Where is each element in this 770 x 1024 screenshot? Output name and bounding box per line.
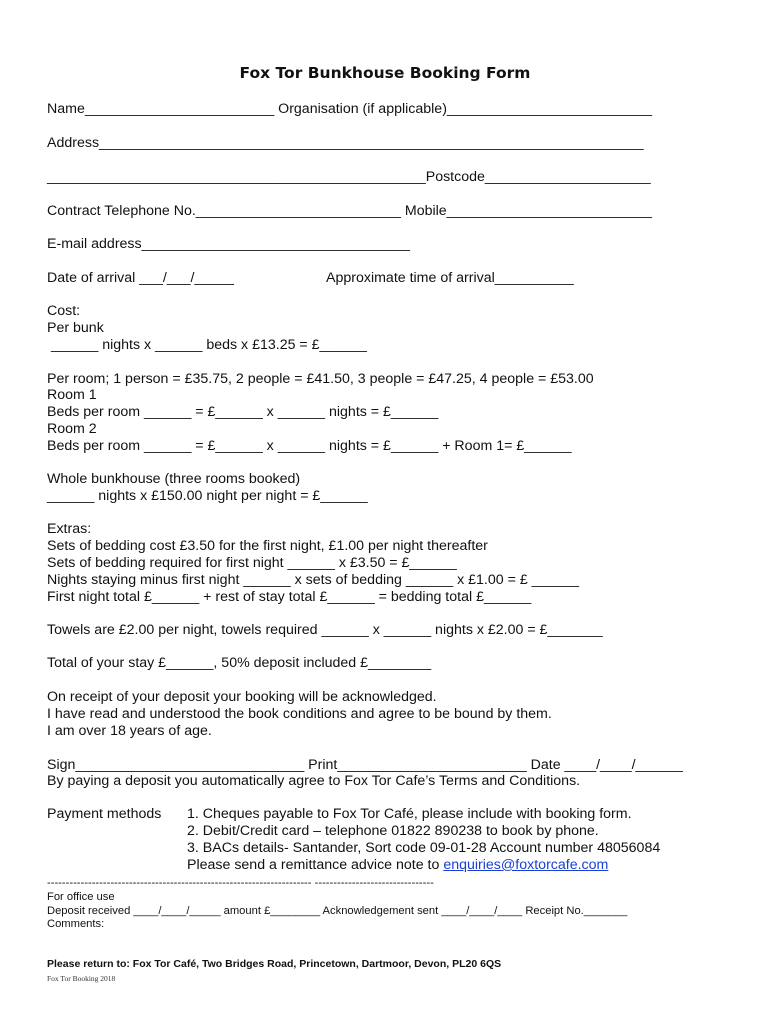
per-room-prices: Per room; 1 person = £35.75, 2 people = £41.50, 3 people = £47.25, 4 people = £53.00 [47,371,594,387]
payment-item-bacs: 3. BACs details- Santander, Sort code 09-01-28 Account number 48056084 [187,840,661,856]
room2-calculation: Beds per room ______ = £______ x ______ nights = £______ + Room 1= £______ [47,438,572,454]
arrival-time-line: Approximate time of arrival__________ [326,270,574,286]
towels-line: Towels are £2.00 per night, towels required ______ x ______ nights x £2.00 = £_______ [47,622,603,638]
bedding-total-line: First night total £______ + rest of stay total £______ = bedding total £______ [47,589,532,605]
arrival-date-line: Date of arrival ___/___/_____ [47,270,234,286]
per-bunk-heading: Per bunk [47,320,104,336]
extras-heading: Extras: [47,521,92,537]
conditions-agreement-line: I have read and understood the book conditions and agree to be bound by them. [47,706,552,722]
remittance-advice-line [187,857,608,874]
bedding-first-night-line: Sets of bedding required for first night ______ x £3.50 = £______ [47,555,457,571]
office-comments-label: Comments: [47,918,105,930]
room1-heading: Room 1 [47,387,97,403]
room2-heading: Room 2 [47,421,97,437]
office-use-heading: For office use [47,891,115,903]
postcode-line: ________________________________________________Postcode_____________________ [47,169,651,185]
payment-item-card: 2. Debit/Credit card – telephone 01822 890238 to book by phone. [187,823,599,839]
remittance-advice-text: Please send a remittance advice note to [187,857,444,873]
cost-heading: Cost: [47,303,81,319]
total-stay-line: Total of your stay £______, 50% deposit included £________ [47,655,432,671]
payment-item-cheque: 1. Cheques payable to Fox Tor Café, please include with booking form. [187,806,632,822]
bedding-cost-line: Sets of bedding cost £3.50 for the first night, £1.00 per night thereafter [47,538,488,554]
footer-note: Fox Tor Booking 2018 [47,974,116,983]
signature-line: Sign_____________________________ Print________________________ Date ____/____/______ [47,757,683,773]
deposit-acknowledgement-line: On receipt of your deposit your booking will be acknowledged. [47,689,437,705]
telephone-mobile-line: Contract Telephone No.__________________________ Mobile__________________________ [47,203,652,219]
bunk-calculation: ______ nights x ______ beds x £13.25 = £______ [47,337,367,353]
terms-line: By paying a deposit you automatically agree to Fox Tor Cafe’s Terms and Conditions. [47,773,581,789]
payment-methods-label: Payment methods [47,806,162,822]
whole-bunkhouse-heading: Whole bunkhouse (three rooms booked) [47,471,301,487]
email-line: E-mail address__________________________________ [47,236,410,252]
name-organisation-line: Name________________________ Organisation (if applicable)__________________________ [47,101,653,117]
return-address: Please return to: Fox Tor Café, Two Bridges Road, Princetown, Dartmoor, Devon, PL20 6QS [47,958,502,970]
office-deposit-line: Deposit received ____/____/_____ amount £________ Acknowledgement sent ____/____/____ Receipt No._______ [47,905,628,917]
enquiries-email-link[interactable]: enquiries@foxtorcafe.com [443,857,609,873]
room1-calculation: Beds per room ______ = £______ x ______ nights = £______ [47,404,439,420]
form-title: Fox Tor Bunkhouse Booking Form [239,64,531,82]
bedding-remaining-nights-line: Nights staying minus first night ______ x sets of bedding ______ x £1.00 = £ ______ [47,572,579,588]
age-declaration-line: I am over 18 years of age. [47,723,212,739]
office-divider: ----------------------------------------------------------------------- -------------------------------- [47,877,434,889]
whole-bunkhouse-calculation: ______ nights x £150.00 night per night = £______ [47,488,368,504]
address-line: Address_____________________________________________________________________ [47,135,644,151]
